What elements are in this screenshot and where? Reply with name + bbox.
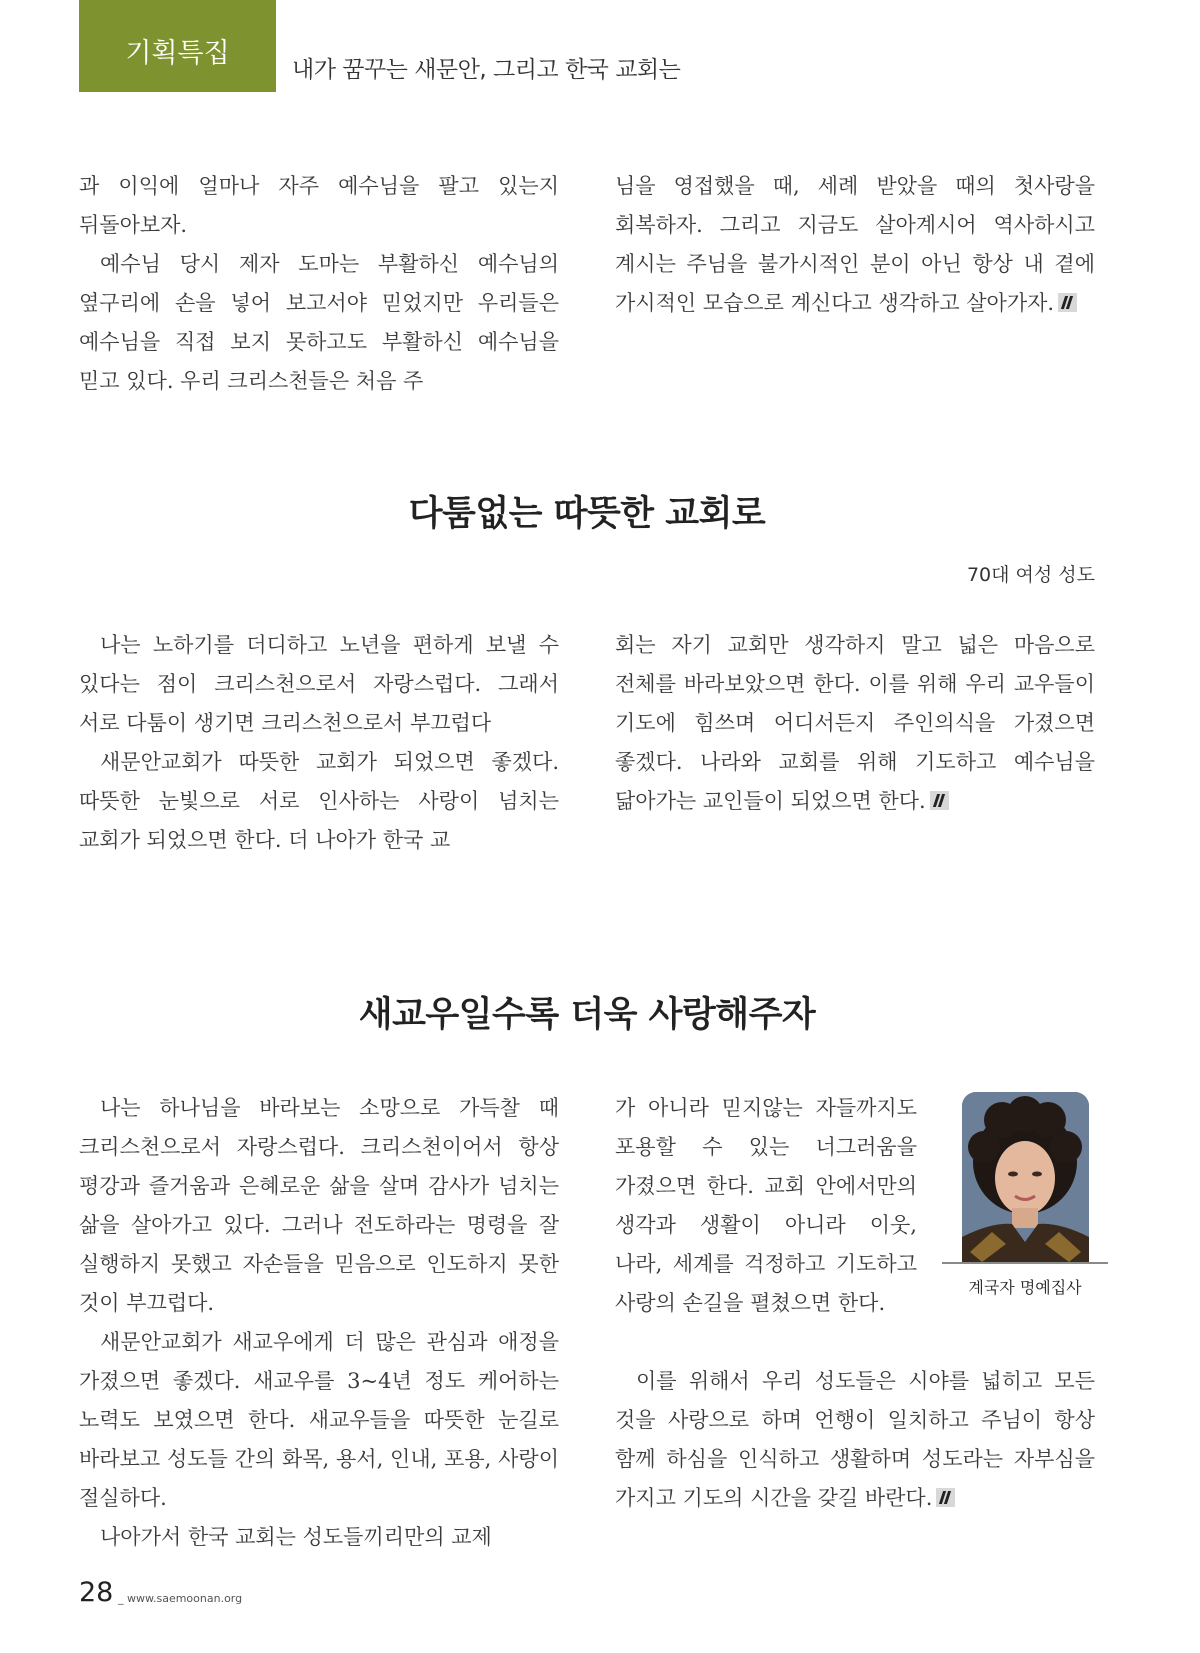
feature-title: 내가 꿈꾸는 새문안, 그리고 한국 교회는 [292, 57, 681, 83]
intro-left-column [79, 167, 559, 401]
paragraph: 예수님 당시 제자 도마는 부활하신 예수님의 옆구리에 손을 넣어 보고서야 믿었지만 우리들은 예수님을 직접 보지 못하고도 부활하신 예수님을 믿고 있다. 우리 크리스천들은 처음 주 [79, 252, 559, 393]
footer-separator: _ [118, 1592, 124, 1605]
end-mark-icon [930, 791, 949, 810]
paragraph: 나는 하나님을 바라보는 소망으로 가득찰 때 크리스천으로서 자랑스럽다. 크리스천이어서 항상 평강과 즐거움과 은혜로운 삶을 살며 감사가 넘치는 삶을 살아가고 있다. 그러나 전도하라는 명령을 잘 실행하지 못했고 자손들을 믿음으로 인도하지 못한 것이 부끄럽다. [79, 1096, 559, 1315]
section2-right-narrow-column [615, 1089, 917, 1323]
paragraph: 나아가서 한국 교회는 성도들끼리만의 교제 [100, 1525, 492, 1549]
photo-caption: 계국자 명예집사 [968, 1278, 1082, 1297]
paragraph: 나는 노하기를 더디하고 노년을 편하게 보낼 수 있다는 점이 크리스천으로서 자랑스럽다. 그래서 서로 다툼이 생기면 크리스천으로서 부끄럽다 [79, 633, 559, 735]
section-heading: 새교우일수록 더욱 사랑해주자 [358, 995, 816, 1035]
paragraph-text: 님을 영접했을 때, 세례 받았을 때의 첫사랑을 회복하자. 그리고 지금도 살아계시어 역사하시고 계시는 주님을 불가시적인 분이 아닌 항상 내 곁에 가시적인 모습으로 계신다고 생각하고 살아가자. [615, 174, 1095, 315]
section2-left-column [79, 1089, 559, 1557]
paragraph [615, 626, 1095, 821]
section-tag-label: 기획특집 [125, 37, 230, 69]
paragraph [615, 167, 1095, 323]
section2-right-column [615, 1362, 1095, 1518]
paragraph: 가 아니라 믿지않는 자들까지도 포용할 수 있는 너그러움을 가졌으면 한다. 교회 안에서만의 생각과 생활이 아니라 이웃, 나라, 세계를 걱정하고 기도하고 사랑의 손길을 펼쳤으면 한다. [615, 1096, 917, 1315]
intro-right-column [615, 167, 1095, 323]
website-link[interactable] [118, 1592, 242, 1605]
paragraph [615, 1362, 1095, 1518]
section-tag [79, 0, 276, 92]
paragraph: 새문안교회가 따뜻한 교회가 되었으면 좋겠다. 따뜻한 눈빛으로 서로 인사하는 사랑이 넘치는 교회가 되었으면 한다. 더 나아가 한국 교 [79, 750, 559, 852]
end-mark-icon [1058, 293, 1077, 312]
section1-right-column [615, 626, 1095, 821]
section1-left-column [79, 626, 559, 860]
section-heading: 다툼없는 따뜻한 교회로 [408, 494, 766, 534]
author-photo [962, 1092, 1089, 1262]
paragraph: 과 이익에 얼마나 자주 예수님을 팔고 있는지 뒤돌아보자. [79, 174, 559, 237]
paragraph: 새문안교회가 새교우에게 더 많은 관심과 애정을 가졌으면 좋겠다. 새교우를 3~4년 정도 케어하는 노력도 보였으면 한다. 새교우들을 따뜻한 눈길로 바라보고 성도들 간의 화목, 용서, 인내, 포용, 사랑이 절실하다. [79, 1330, 559, 1510]
paragraph-text: 이를 위해서 우리 성도들은 시야를 넓히고 모든 것을 사랑으로 하며 언행이 일치하고 주님이 항상 함께 하심을 인식하고 생활하며 성도라는 자부심을 가지고 기도의 시간을 갖길 바란다. [615, 1369, 1095, 1510]
paragraph-text: 회는 자기 교회만 생각하지 말고 넓은 마음으로 전체를 바라보았으면 한다. 이를 위해 우리 교우들이 기도에 힘쓰며 어디서든지 주인의식을 가졌으면 좋겠다. 나라와 교회를 위해 기도하고 예수님을 닮아가는 교인들이 되었으면 한다. [615, 633, 1095, 813]
end-mark-icon [936, 1488, 955, 1507]
website-text: www.saemoonan.org [127, 1592, 243, 1605]
author-line: 70대 여성 성도 [966, 564, 1095, 586]
page-number: 28 [79, 1577, 114, 1608]
caption-divider [942, 1262, 1108, 1264]
